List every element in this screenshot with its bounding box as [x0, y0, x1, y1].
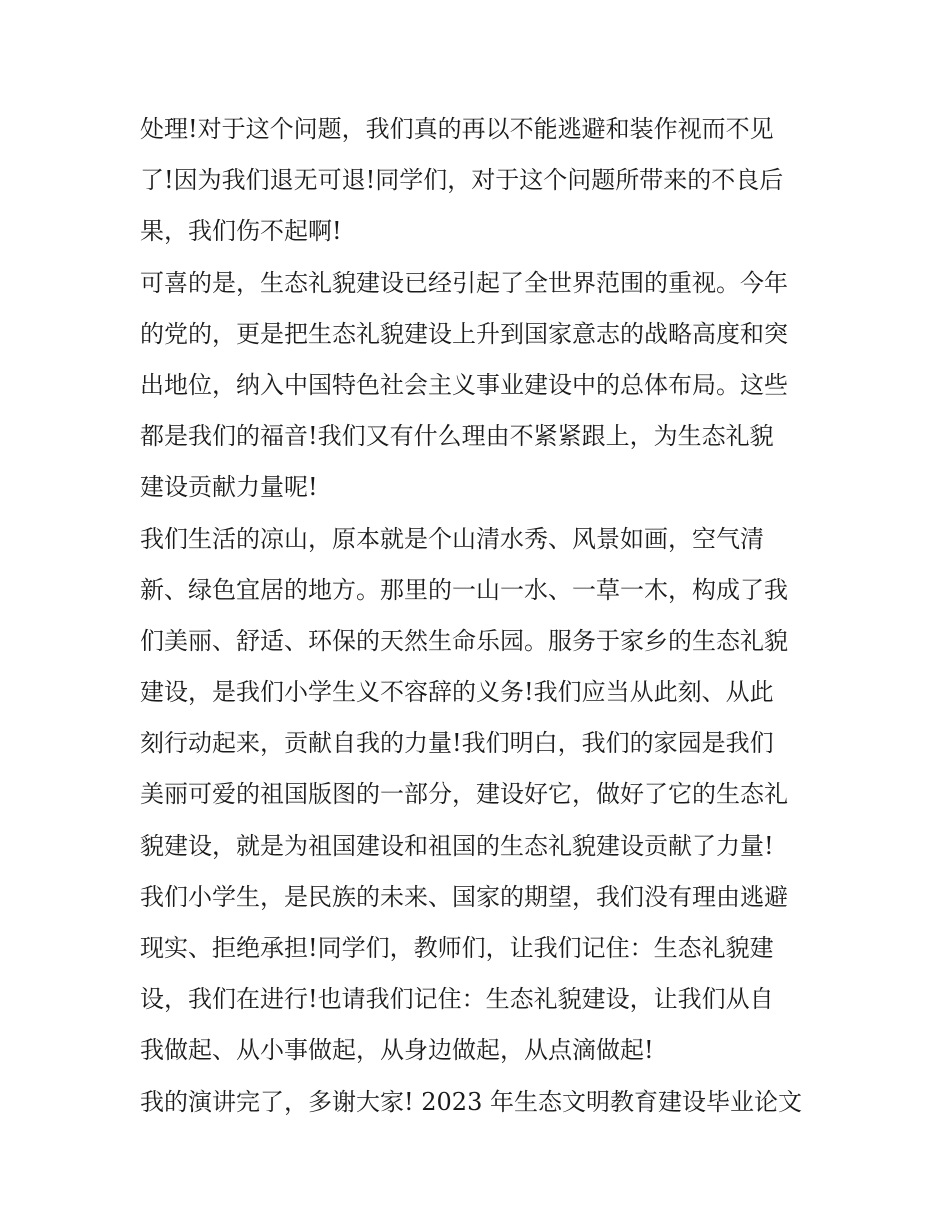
- text-line: 可喜的是，生态礼貌建设已经引起了全世界范围的重视。今年: [140, 268, 788, 297]
- text-line: 我做起、从小事做起，从身边做起，从点滴做起!: [140, 1036, 654, 1065]
- text-line: 处理!对于这个问题，我们真的再以不能逃避和装作视而不见: [140, 115, 774, 143]
- text-line: 设，我们在进行!也请我们记住：生态礼貌建设，让我们从自: [140, 985, 774, 1014]
- text-line: 新、绿色宜居的地方。那里的一山一水、一草一木，构成了我: [140, 575, 788, 604]
- text-line: 我们生活的凉山，原本就是个山清水秀、风景如画，空气清: [140, 524, 764, 553]
- text-line: 美丽可爱的祖国版图的一部分，建设好它，做好了它的生态礼: [140, 780, 788, 809]
- text-line: 建设，是我们小学生义不容辞的义务!我们应当从此刻、从此: [140, 678, 774, 707]
- text-line: 们美丽、舒适、环保的天然生命乐园。服务于家乡的生态礼貌: [140, 626, 788, 655]
- text-line: 了!因为我们退无可退!同学们，对于这个问题所带来的不良后: [140, 166, 784, 195]
- text-line: 我们小学生，是民族的未来、国家的期望，我们没有理由逃避: [140, 882, 788, 911]
- text-line: 刻行动起来，贡献自我的力量!我们明白，我们的家园是我们: [140, 729, 774, 758]
- text-line: 出地位，纳入中国特色社会主义事业建设中的总体布局。这些: [140, 370, 788, 399]
- text-line: 现实、拒绝承担!同学们，教师们，让我们记住：生态礼貌建: [140, 934, 774, 962]
- text-line: 果，我们伤不起啊!: [140, 217, 342, 246]
- text-line: 貌建设，就是为祖国建设和祖国的生态礼貌建设贡献了力量!: [140, 831, 774, 860]
- text-line: 建设贡献力量呢!: [140, 473, 318, 502]
- text-line: 我的演讲完了，多谢大家! 2023 年生态文明教育建设毕业论文: [140, 1087, 802, 1116]
- text-line: 的党的，更是把生态礼貌建设上升到国家意志的战略高度和突: [140, 319, 788, 348]
- text-line: 都是我们的福音!我们又有什么理由不紧紧跟上，为生态礼貌: [140, 422, 774, 451]
- document-body: [140, 104, 830, 1128]
